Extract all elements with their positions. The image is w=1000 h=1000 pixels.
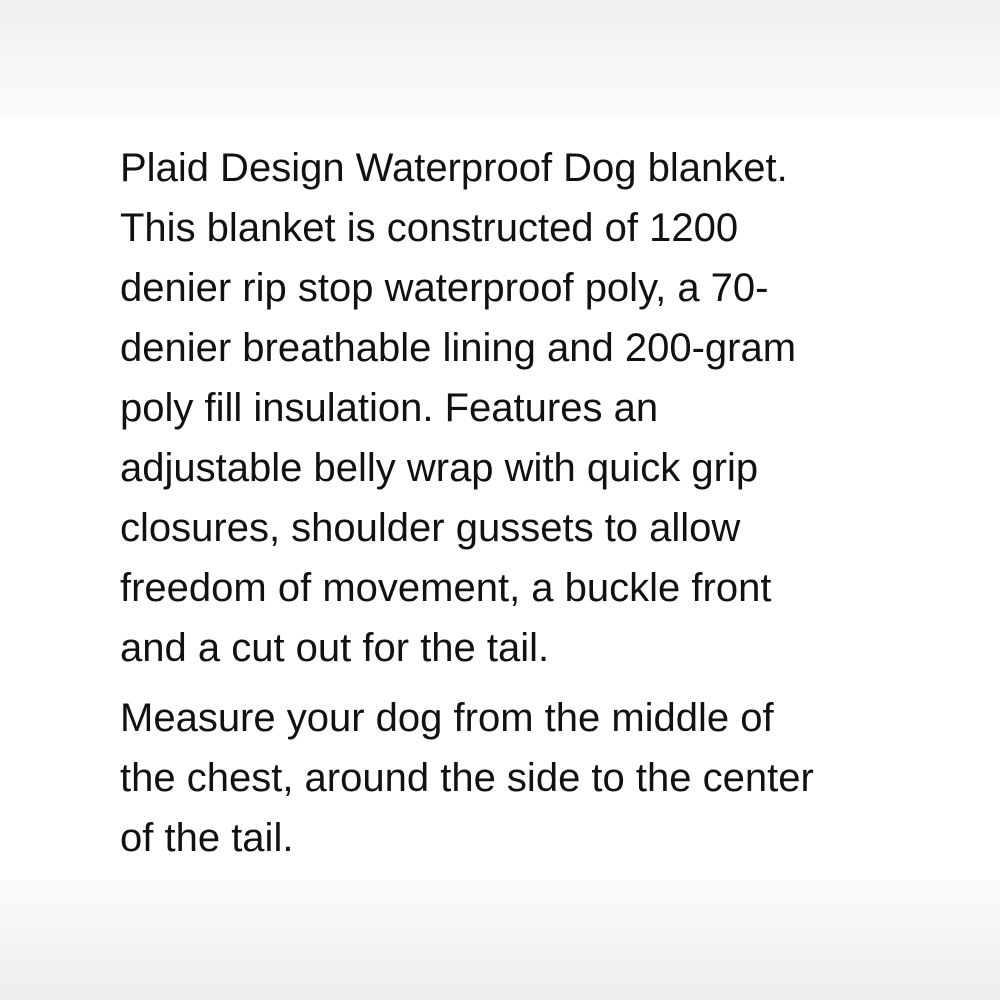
description-line: denier rip stop waterproof poly, a 70- bbox=[120, 266, 769, 310]
description-line: poly fill insulation. Features an bbox=[120, 386, 659, 430]
description-line: of the tail. bbox=[120, 816, 294, 860]
description-line: Plaid Design Waterproof Dog blanket. bbox=[120, 146, 788, 190]
description-line: denier breathable lining and 200-gram bbox=[120, 326, 797, 370]
top-shadow-mask bbox=[0, 0, 1000, 118]
description-line: the chest, around the side to the center bbox=[120, 756, 814, 800]
description-line: adjustable belly wrap with quick grip bbox=[120, 446, 759, 490]
description-paragraph-2 bbox=[120, 688, 940, 868]
bottom-shadow-mask bbox=[0, 880, 1000, 1000]
description-line: and a cut out for the tail. bbox=[120, 626, 550, 670]
description-line: closures, shoulder gussets to allow bbox=[120, 506, 741, 550]
description-line: This blanket is constructed of 1200 bbox=[120, 206, 739, 250]
description-line: freedom of movement, a buckle front bbox=[120, 566, 772, 610]
description-paragraph-1 bbox=[120, 138, 940, 678]
description-line: Measure your dog from the middle of bbox=[120, 696, 774, 740]
